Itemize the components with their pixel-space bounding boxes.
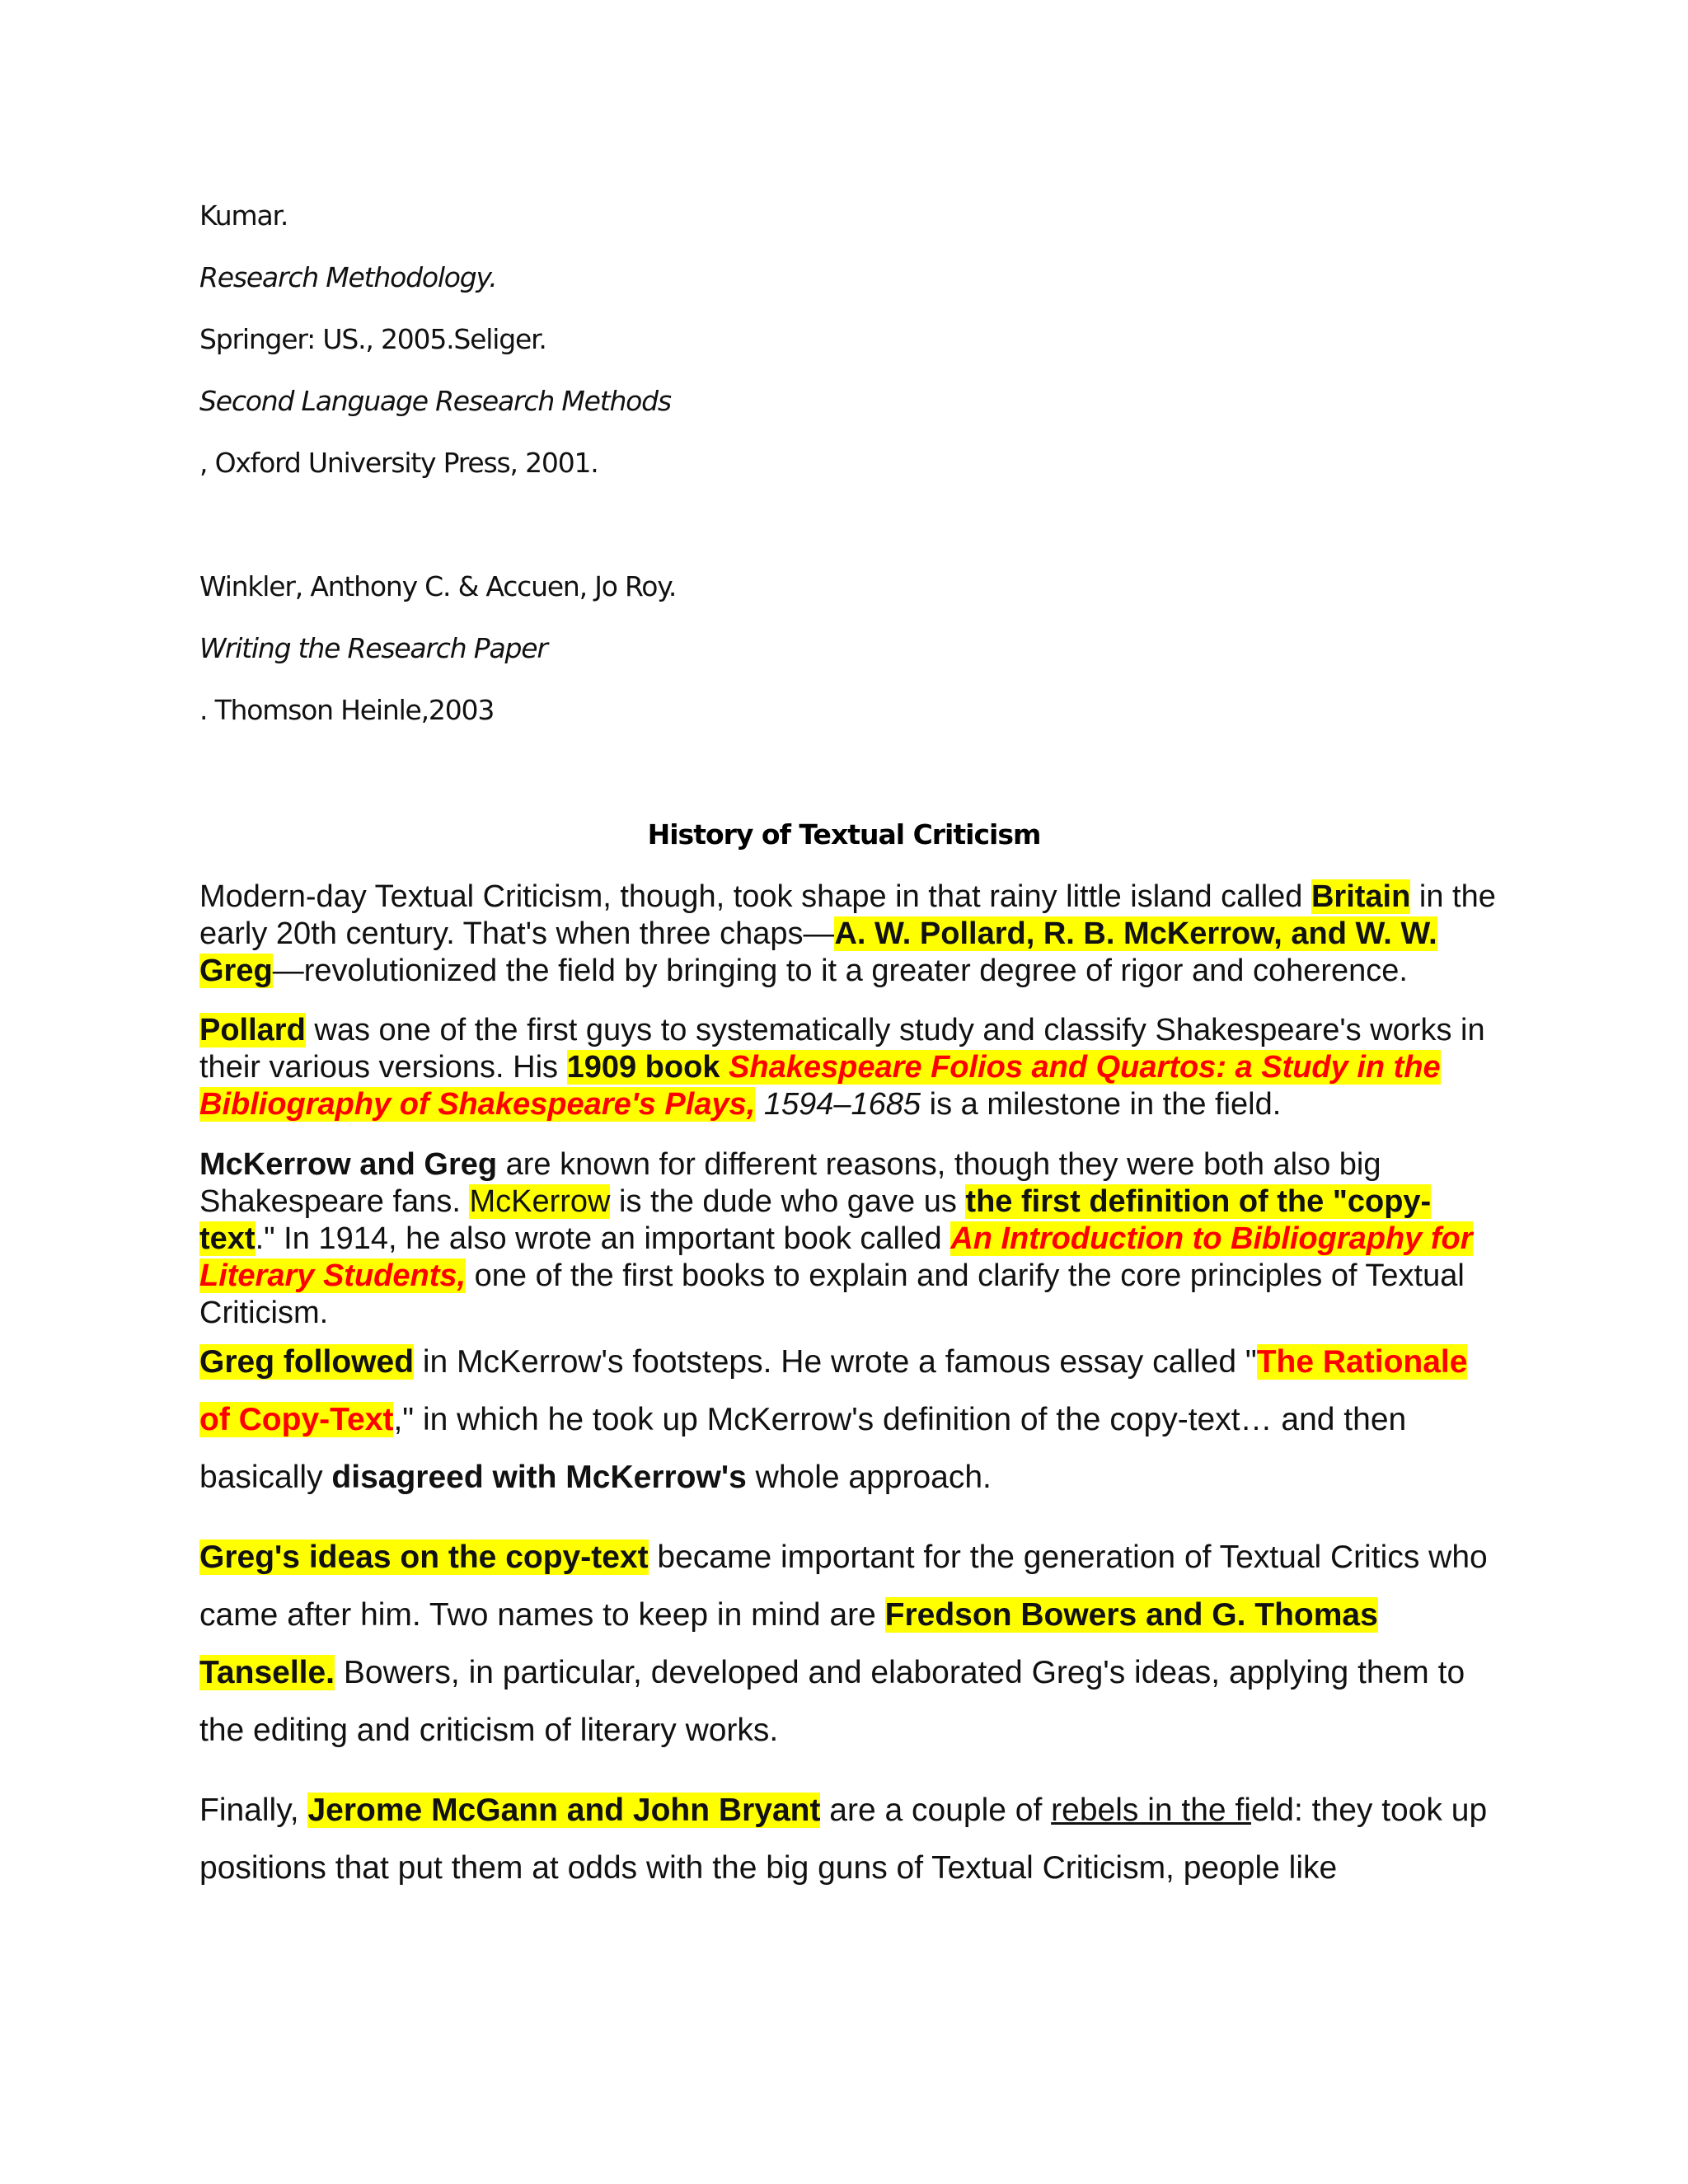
- bib-winkler-publisher: . Thomson Heinle,2003: [199, 694, 495, 726]
- p5-text-2: Bowers, in particular, developed and elaborated Greg's ideas, applying them to the editing and criticism of literary works.: [199, 1655, 1465, 1748]
- highlight-greg-followed: Greg followed: [199, 1344, 415, 1380]
- years-range: 1594–1685: [763, 1087, 921, 1122]
- book-title-shakespeare-folios: Shakespeare Folios and Quartos: a Study in the Bibliography of Shakespeare's Plays,: [199, 1050, 1441, 1122]
- p6-text-1: Finally,: [199, 1793, 308, 1828]
- p3-text-3: ." In 1914, he also wrote an important book called: [255, 1221, 951, 1256]
- highlight-greg-ideas: Greg's ideas on the copy-text: [199, 1540, 649, 1575]
- p2-text-1: was one of the first guys to systematically study and classify Shakespeare's works in their various versions. His: [199, 1013, 1485, 1085]
- p5-text-1: became important for the generation of Textual Critics who came after him. Two names to keep in mind are: [199, 1540, 1488, 1633]
- highlight-mcgann-bryant: Jerome McGann and John Bryant: [307, 1793, 821, 1828]
- bib-winkler-author: Winkler, Anthony C. & Accuen, Jo Roy.: [199, 570, 677, 602]
- p1-text-1: Modern-day Textual Criticism, though, took shape in that rainy little island called: [199, 879, 1311, 914]
- highlight-mckerrow: McKerrow: [469, 1184, 611, 1219]
- bib-winkler-title: Writing the Research Paper: [199, 632, 547, 664]
- highlight-britain: Britain: [1311, 879, 1411, 914]
- p3-text-2: is the dude who gave us: [610, 1184, 966, 1219]
- p1-text-3: —revolutionized the field by bringing to it a greater degree of rigor and coherence.: [272, 954, 1408, 988]
- bib-kumar-title: Research Methodology.: [199, 261, 497, 293]
- bib-seliger-title: Second Language Research Methods: [199, 385, 671, 417]
- p2-text-2: [755, 1087, 764, 1122]
- p1-text-2: in the early 20th century. That's when three chaps—: [199, 879, 1496, 951]
- p6-text-3: eld: they took up positions that put them at odds with the big guns of Textual Criticism, people like: [199, 1793, 1488, 1886]
- highlight-copy-text-definition: the first definition of the "copy-text: [199, 1184, 1432, 1256]
- p3-text-4: one of the first books to explain and clarify the core principles of Textual Criticism.: [199, 1258, 1465, 1330]
- section-heading: History of Textual Criticism: [647, 818, 1041, 851]
- bib-seliger-publisher: , Oxford University Press, 2001.: [199, 447, 598, 479]
- paragraph-mckerrow-greg: [199, 1146, 1502, 1332]
- book-title-introduction-to-bibliography: An Introduction to Bibliography for Literary Students,: [199, 1221, 1473, 1293]
- p4-text-3: whole approach.: [746, 1460, 992, 1495]
- p3-text-1: are known for different reasons, though they were both also big Shakespeare fans.: [199, 1147, 1381, 1219]
- essay-title-rationale: The Rationale of Copy-Text: [199, 1344, 1468, 1437]
- highlight-pollard: Pollard: [199, 1013, 306, 1047]
- bib-kumar-author: Kumar.: [199, 199, 288, 232]
- p6-text-2: are a couple of: [820, 1793, 1052, 1828]
- p2-text-3: is a milestone in the field.: [921, 1087, 1282, 1122]
- paragraph-mcgann-bryant: [199, 1782, 1502, 1897]
- p4-text-1: in McKerrow's footsteps. He wrote a famous essay called ": [414, 1344, 1257, 1380]
- mckerrow-and-greg: McKerrow and Greg: [199, 1147, 498, 1182]
- highlight-1909-book: 1909 book: [566, 1050, 729, 1085]
- highlight-three-chaps: A. W. Pollard, R. B. McKerrow, and W. W. Greg: [199, 916, 1437, 988]
- paragraph-pollard: [199, 1012, 1502, 1123]
- paragraph-greg-ideas: [199, 1529, 1502, 1760]
- paragraph-greg-followed: [199, 1333, 1502, 1507]
- bib-kumar-publisher: Springer: US., 2005.Seliger.: [199, 323, 546, 355]
- p4-text-2: ," in which he took up McKerrow's definition of the copy-text… and then basically: [199, 1402, 1407, 1495]
- disagreed-phrase: disagreed with McKerrow's: [331, 1460, 747, 1495]
- highlight-bowers-tanselle: Fredson Bowers and G. Thomas Tanselle.: [199, 1597, 1378, 1690]
- paragraph-origins: [199, 879, 1502, 990]
- underlined-rebels: rebels in the fi: [1051, 1793, 1251, 1828]
